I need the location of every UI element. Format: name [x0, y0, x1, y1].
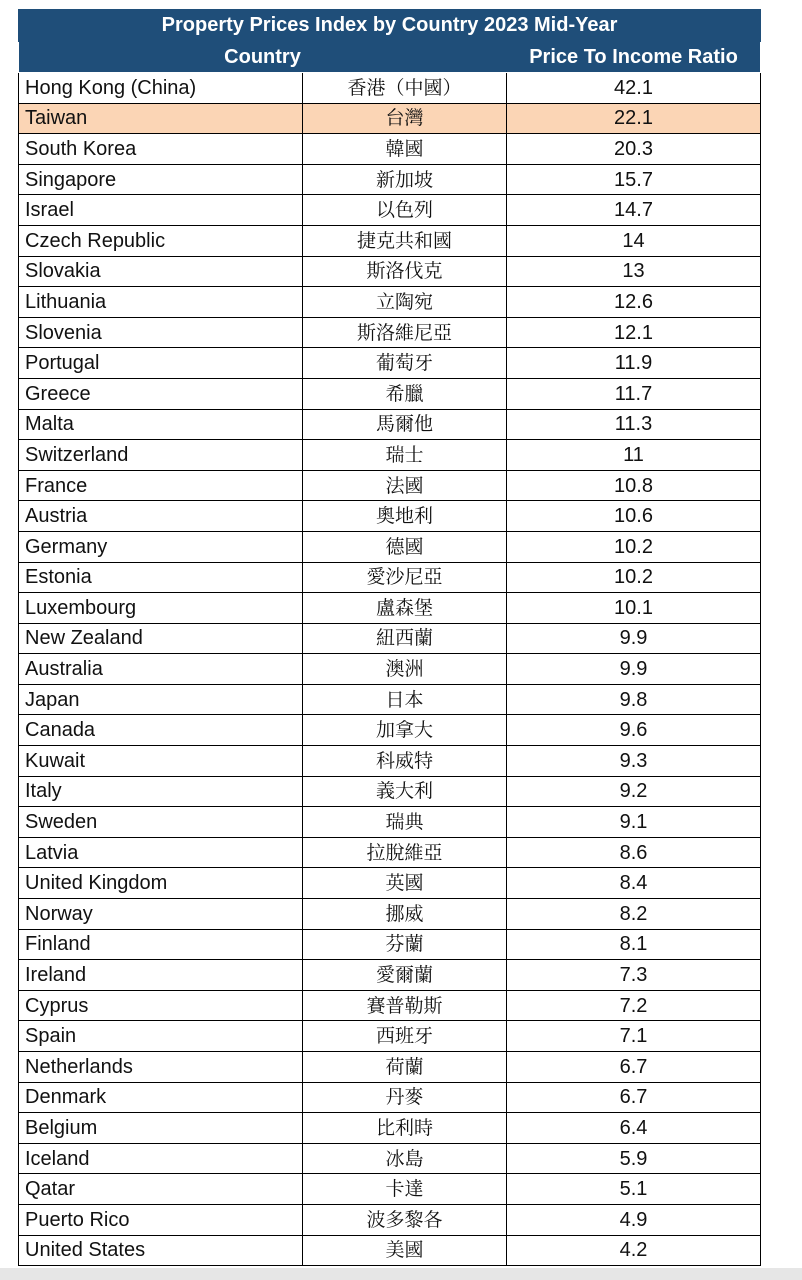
table-row: [19, 256, 761, 287]
price-income-ratio: 13: [507, 256, 761, 287]
price-income-ratio: 6.4: [507, 1113, 761, 1144]
table-row: [19, 1143, 761, 1174]
country-name-zh: 日本: [303, 684, 507, 715]
country-name-en: Italy: [19, 776, 303, 807]
price-income-ratio: 6.7: [507, 1082, 761, 1113]
table-row: [19, 164, 761, 195]
country-name-en: France: [19, 470, 303, 501]
country-name-en: Qatar: [19, 1174, 303, 1205]
table-row: [19, 1235, 761, 1266]
table-row: [19, 654, 761, 685]
table-row: [19, 960, 761, 991]
table-row: [19, 990, 761, 1021]
country-name-en: Sweden: [19, 807, 303, 838]
country-name-en: Belgium: [19, 1113, 303, 1144]
country-name-en: Iceland: [19, 1143, 303, 1174]
country-name-en: Finland: [19, 929, 303, 960]
table-row: [19, 134, 761, 165]
table-row: [19, 1113, 761, 1144]
country-name-en: Luxembourg: [19, 593, 303, 624]
price-income-ratio: 10.6: [507, 501, 761, 532]
country-name-zh: 法國: [303, 470, 507, 501]
bottom-scroll-strip: [0, 1268, 802, 1280]
country-name-en: United Kingdom: [19, 868, 303, 899]
country-name-zh: 葡萄牙: [303, 348, 507, 379]
country-name-en: Norway: [19, 899, 303, 930]
table-row: [19, 409, 761, 440]
title-row: [19, 10, 761, 42]
price-income-ratio: 7.3: [507, 960, 761, 991]
country-name-en: Switzerland: [19, 440, 303, 471]
table-row: [19, 103, 761, 134]
country-name-en: Germany: [19, 531, 303, 562]
country-name-zh: 盧森堡: [303, 593, 507, 624]
price-income-ratio: 4.9: [507, 1204, 761, 1235]
country-name-zh: 韓國: [303, 134, 507, 165]
table-body: [19, 73, 761, 1266]
country-name-zh: 卡達: [303, 1174, 507, 1205]
country-name-en: Taiwan: [19, 103, 303, 134]
table-row: [19, 1174, 761, 1205]
price-income-ratio: 11.9: [507, 348, 761, 379]
table-row: [19, 899, 761, 930]
country-name-zh: 奧地利: [303, 501, 507, 532]
country-name-en: Greece: [19, 378, 303, 409]
country-name-en: Slovenia: [19, 317, 303, 348]
price-income-ratio: 5.1: [507, 1174, 761, 1205]
country-name-en: Latvia: [19, 837, 303, 868]
price-income-ratio: 10.8: [507, 470, 761, 501]
price-income-ratio: 8.4: [507, 868, 761, 899]
price-income-ratio: 9.9: [507, 623, 761, 654]
country-name-zh: 科威特: [303, 746, 507, 777]
country-name-zh: 澳洲: [303, 654, 507, 685]
table-row: [19, 1021, 761, 1052]
price-income-ratio: 9.6: [507, 715, 761, 746]
price-income-ratio: 10.1: [507, 593, 761, 624]
country-name-zh: 荷蘭: [303, 1052, 507, 1083]
table-row: [19, 378, 761, 409]
country-name-zh: 斯洛維尼亞: [303, 317, 507, 348]
country-name-en: Japan: [19, 684, 303, 715]
price-income-ratio: 9.2: [507, 776, 761, 807]
country-name-en: United States: [19, 1235, 303, 1266]
country-name-zh: 挪威: [303, 899, 507, 930]
price-income-ratio: 9.3: [507, 746, 761, 777]
country-name-en: Czech Republic: [19, 225, 303, 256]
country-name-zh: 西班牙: [303, 1021, 507, 1052]
country-name-zh: 瑞典: [303, 807, 507, 838]
country-name-en: Israel: [19, 195, 303, 226]
table-row: [19, 868, 761, 899]
price-income-ratio: 12.1: [507, 317, 761, 348]
country-name-zh: 拉脫維亞: [303, 837, 507, 868]
country-name-en: Slovakia: [19, 256, 303, 287]
price-income-ratio: 15.7: [507, 164, 761, 195]
table-row: [19, 715, 761, 746]
table-row: [19, 225, 761, 256]
country-name-en: Kuwait: [19, 746, 303, 777]
price-income-ratio: 6.7: [507, 1052, 761, 1083]
country-name-zh: 以色列: [303, 195, 507, 226]
country-name-zh: 波多黎各: [303, 1204, 507, 1235]
price-income-ratio: 22.1: [507, 103, 761, 134]
ratio-column-header: Price To Income Ratio: [507, 42, 761, 73]
table-row: [19, 776, 761, 807]
country-name-zh: 芬蘭: [303, 929, 507, 960]
country-name-zh: 捷克共和國: [303, 225, 507, 256]
table-row: [19, 684, 761, 715]
country-name-en: Canada: [19, 715, 303, 746]
country-name-en: Lithuania: [19, 287, 303, 318]
country-name-en: Australia: [19, 654, 303, 685]
country-name-en: Austria: [19, 501, 303, 532]
table-row: [19, 1082, 761, 1113]
country-name-zh: 愛沙尼亞: [303, 562, 507, 593]
price-income-ratio: 8.2: [507, 899, 761, 930]
table-row: [19, 1204, 761, 1235]
table-row: [19, 807, 761, 838]
country-column-header: Country: [19, 42, 507, 73]
country-name-zh: 馬爾他: [303, 409, 507, 440]
country-name-zh: 丹麥: [303, 1082, 507, 1113]
table-row: [19, 593, 761, 624]
price-income-ratio: 4.2: [507, 1235, 761, 1266]
price-income-ratio: 8.1: [507, 929, 761, 960]
price-income-ratio: 9.1: [507, 807, 761, 838]
price-income-ratio: 10.2: [507, 562, 761, 593]
price-income-ratio: 10.2: [507, 531, 761, 562]
country-name-en: Cyprus: [19, 990, 303, 1021]
country-name-en: Singapore: [19, 164, 303, 195]
price-income-ratio: 8.6: [507, 837, 761, 868]
table-row: [19, 348, 761, 379]
country-name-en: Portugal: [19, 348, 303, 379]
country-name-zh: 紐西蘭: [303, 623, 507, 654]
price-income-ratio: 9.8: [507, 684, 761, 715]
country-name-zh: 冰島: [303, 1143, 507, 1174]
country-name-en: Hong Kong (China): [19, 73, 303, 104]
price-income-ratio: 7.2: [507, 990, 761, 1021]
price-income-ratio: 42.1: [507, 73, 761, 104]
table-row: [19, 837, 761, 868]
price-income-ratio: 9.9: [507, 654, 761, 685]
country-name-en: Ireland: [19, 960, 303, 991]
price-income-ratio: 12.6: [507, 287, 761, 318]
country-name-zh: 斯洛伐克: [303, 256, 507, 287]
table-row: [19, 531, 761, 562]
price-income-table: [18, 9, 761, 1266]
table-title: Property Prices Index by Country 2023 Mid-Year: [19, 10, 761, 42]
price-income-ratio: 11.3: [507, 409, 761, 440]
table-row: [19, 562, 761, 593]
country-name-en: South Korea: [19, 134, 303, 165]
table-row: [19, 73, 761, 104]
table-row: [19, 287, 761, 318]
price-income-ratio: 7.1: [507, 1021, 761, 1052]
table-row: [19, 195, 761, 226]
country-name-zh: 希臘: [303, 378, 507, 409]
country-name-zh: 愛爾蘭: [303, 960, 507, 991]
country-name-zh: 比利時: [303, 1113, 507, 1144]
table-row: [19, 929, 761, 960]
country-name-zh: 加拿大: [303, 715, 507, 746]
country-name-zh: 立陶宛: [303, 287, 507, 318]
country-name-zh: 美國: [303, 1235, 507, 1266]
price-income-ratio: 11: [507, 440, 761, 471]
country-name-en: Denmark: [19, 1082, 303, 1113]
country-name-en: Spain: [19, 1021, 303, 1052]
table-row: [19, 317, 761, 348]
country-name-zh: 賽普勒斯: [303, 990, 507, 1021]
price-income-ratio: 14: [507, 225, 761, 256]
country-name-zh: 香港（中國）: [303, 73, 507, 104]
country-name-zh: 台灣: [303, 103, 507, 134]
table-row: [19, 746, 761, 777]
table-row: [19, 470, 761, 501]
country-name-zh: 德國: [303, 531, 507, 562]
country-name-zh: 義大利: [303, 776, 507, 807]
country-name-zh: 瑞士: [303, 440, 507, 471]
country-name-zh: 英國: [303, 868, 507, 899]
country-name-en: Netherlands: [19, 1052, 303, 1083]
table-row: [19, 440, 761, 471]
table-row: [19, 623, 761, 654]
country-name-en: Malta: [19, 409, 303, 440]
table-frame: [18, 9, 760, 1267]
country-name-en: Estonia: [19, 562, 303, 593]
price-income-ratio: 14.7: [507, 195, 761, 226]
table-row: [19, 1052, 761, 1083]
price-income-ratio: 11.7: [507, 378, 761, 409]
table-row: [19, 501, 761, 532]
header-row: [19, 42, 761, 73]
country-name-en: New Zealand: [19, 623, 303, 654]
price-income-ratio: 20.3: [507, 134, 761, 165]
country-name-en: Puerto Rico: [19, 1204, 303, 1235]
country-name-zh: 新加坡: [303, 164, 507, 195]
price-income-ratio: 5.9: [507, 1143, 761, 1174]
